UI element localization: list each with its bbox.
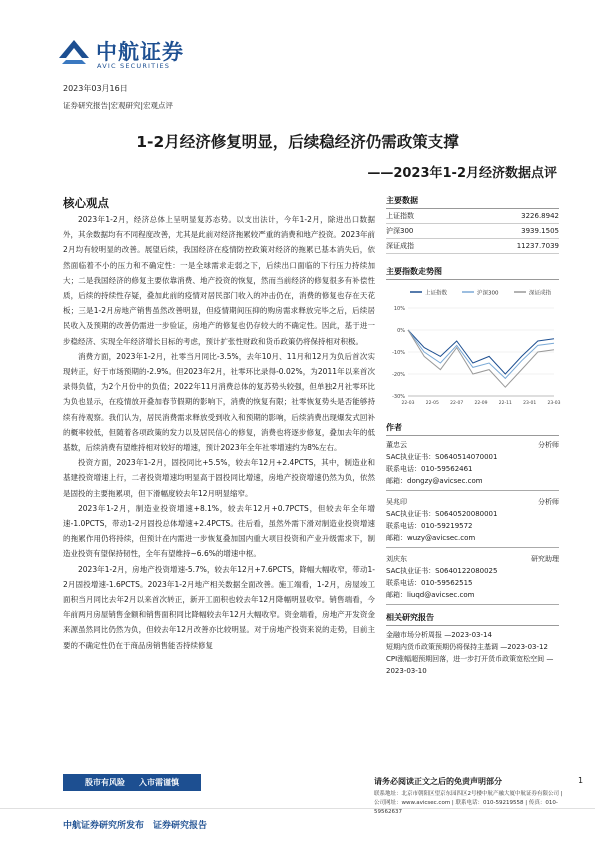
brand-logo bbox=[56, 36, 206, 76]
analyst-email[interactable]: 邮箱：wuzy@avicsec.com bbox=[386, 532, 559, 548]
data-label: 沪深300 bbox=[386, 224, 455, 239]
related-section-title: 相关研究报告 bbox=[386, 610, 559, 626]
analyst-role: 分析师 bbox=[538, 498, 559, 506]
publisher-line: 中航证券研究所发布 证券研究报告 bbox=[63, 821, 208, 831]
related-item[interactable]: 金融市场分析周报 —2023-03-14 bbox=[386, 631, 492, 639]
y-tick-label: -30% bbox=[392, 394, 405, 400]
report-category: 证券研究报告|宏观研究|宏观点评 bbox=[63, 101, 174, 110]
page-subtitle: ——2023年1-2月经济数据点评 bbox=[367, 166, 557, 181]
analyst-list bbox=[386, 439, 559, 605]
series-line bbox=[408, 330, 554, 378]
report-date: 2023年03月16日 bbox=[63, 84, 128, 93]
body-paragraph: 消费方面，2023年1-2月，社零当月同比-3.5%，去年10月、11月和12月为负后首次实现转正，好于市场预期的-2.9%。但2023年2月，社零环比录得-0.02%，为2011年以来首次录得负值，为2个月份中的负值；2022年11月消费总体的复苏势头较强，但单独2月社零环比为负也显示，在疫情放开叠加春节假期的影响下，消费的恢复有限；社零恢复势头是否能够持续有待观察。我们认为，居民消费需求释放受到收入和预期的影响，后续消费出现爆发式回补的概率较低，但随着各项政策的发力以及居民信心的修复，消费也将逐步修复，叠加去年的低基数，后续消费有望维持相对较好的增速，预计2023年全年社零增速约为8%左右。 bbox=[63, 351, 375, 453]
data-label: 上证指数 bbox=[386, 209, 455, 224]
body-paragraph: 2023年1-2月，房地产投资增速-5.7%，较去年12月+7.6PCTS，降幅大幅收窄，带动1-2月固投增速-1.6PCTS。2023年1-2月地产相关数据全面改善。施工端看，1-2月，房屋竣工面积当月同比去年2月以来首次转正，新开工面积也较去年12月降幅明显收窄。销售端看，今年前两月房屋销售金额和销售面积同比降幅较去年12月大幅收窄。资金端看，房地产开发资金来源虽然同比仍然为负，但较去年12月改善亦比较明显。对于房地产投资来说的走势，目前主要的不确定性仍在于商品房销售能否持续修复 bbox=[63, 564, 375, 650]
y-tick-label: 0% bbox=[397, 328, 405, 334]
analyst-cert: SAC执业证书：S0640520080001 bbox=[386, 510, 498, 518]
x-tick-label: 22-07 bbox=[450, 401, 464, 406]
table-row bbox=[386, 224, 559, 239]
risk-text: 股市有风险 bbox=[85, 778, 125, 787]
y-tick-label: 10% bbox=[393, 306, 405, 312]
disclaimer-note: 请务必阅读正文之后的免责声明部分 bbox=[374, 777, 502, 786]
index-line-chart bbox=[386, 284, 559, 414]
analyst-phone: 联系电话：010-59562515 bbox=[386, 579, 473, 587]
invest-text: 入市需谨慎 bbox=[139, 778, 179, 787]
related-item[interactable]: 短期内货币政策预期仍将保持主基调 —2023-03-12 bbox=[386, 643, 548, 651]
page-number: 1 bbox=[578, 776, 584, 785]
logo-name-en: AVIC SECURITIES bbox=[97, 62, 171, 70]
data-section-title: 主要数据 bbox=[386, 193, 559, 209]
sidebar bbox=[386, 193, 559, 677]
chart-section-title: 主要指数走势图 bbox=[386, 264, 559, 280]
related-list bbox=[386, 629, 559, 677]
y-tick-label: -20% bbox=[392, 372, 405, 378]
data-value: 3939.1505 bbox=[455, 224, 559, 239]
analyst-cert: SAC执业证书：S0640514070001 bbox=[386, 453, 498, 461]
data-label: 深证成指 bbox=[386, 239, 455, 254]
analyst-section-title: 作者 bbox=[386, 420, 559, 436]
x-tick-label: 23-03 bbox=[547, 401, 561, 406]
analyst-email[interactable]: 邮箱：liuqd@avicsec.com bbox=[386, 589, 559, 605]
y-tick-label: -10% bbox=[392, 350, 405, 356]
page-title: 1-2月经济修复明显，后续稳经济仍需政策支撑 bbox=[136, 133, 459, 151]
analyst-role: 分析师 bbox=[538, 441, 559, 449]
x-tick-label: 23-01 bbox=[523, 401, 537, 406]
series-line bbox=[408, 330, 554, 387]
logo-name-cn: 中航证券 bbox=[96, 40, 184, 64]
analyst-entry bbox=[386, 439, 559, 491]
related-item[interactable]: CPI涨幅超预期回落，进一步打开货币政策宽松空间 —2023-03-10 bbox=[386, 655, 554, 675]
risk-banner bbox=[63, 774, 201, 791]
analyst-email[interactable]: 邮箱：dongzy@avicsec.com bbox=[386, 475, 559, 491]
data-value: 3226.8942 bbox=[455, 209, 559, 224]
x-tick-label: 22-05 bbox=[425, 401, 439, 406]
body-paragraph: 投资方面，2023年1-2月，固投同比+5.5%，较去年12月+2.4PCTS，其中，制造业和基建投资增速上行，二者投资增速均明显高于固投同比增速，房地产投资增速仍然为负，依然是固投的主要拖累项，但下滑幅度较去年12月明显缩窄。 bbox=[63, 458, 375, 498]
analyst-entry bbox=[386, 496, 559, 548]
analyst-phone: 联系电话：010-59219572 bbox=[386, 522, 473, 530]
logo-mark-icon bbox=[56, 36, 92, 70]
analyst-phone: 联系电话：010-59562461 bbox=[386, 465, 473, 473]
main-body bbox=[63, 212, 375, 653]
x-tick-label: 22-09 bbox=[474, 401, 488, 406]
legend-label: 沪深300 bbox=[477, 290, 499, 297]
contact-info: 联系地址：北京市朝阳区望京东园四区2号楼中航产融大厦中航证券有限公司 | 公司网址：www.avicsec.com | 联系电话：010-59219558 | 传真：010-59562637 bbox=[374, 791, 563, 815]
analyst-entry bbox=[386, 553, 559, 605]
footer-divider bbox=[0, 808, 595, 809]
x-tick-label: 22-11 bbox=[498, 401, 512, 406]
analyst-role: 研究助理 bbox=[531, 555, 559, 563]
x-tick-label: 22-03 bbox=[401, 401, 415, 406]
analyst-name: 董忠云 bbox=[386, 441, 407, 449]
data-table bbox=[386, 209, 559, 254]
index-chart bbox=[386, 284, 559, 414]
analyst-name: 吴兆印 bbox=[386, 498, 407, 506]
table-row bbox=[386, 239, 559, 254]
legend-label: 深证成指 bbox=[529, 290, 552, 297]
body-paragraph: 2023年1-2月，经济总体上呈明显复苏态势。以支出法计，今年1-2月，除进出口数据外，其余数据均有不同程度改善，尤其是此前对经济拖累较严重的消费和地产投资。2023年前2月均有较明显的改善。展望后续，我国经济在疫情防控政策对经济的拖累已基本消失后，依然面临着不小的压力和不确定性：一是全球需求走弱之下，后续出口面临的下行压力持续加大；二是我国经济的修复主要依靠消费、地产投资的恢复，然而当前经济的修复很多有补偿性质，后续的持续性存疑，叠加此前的疫情对居民部门收入的冲击仍在，消费的修复也存在天花板；三是1-2月房地产销售虽然改善明显，但疫情期间压抑的购房需求释放完毕之后，后续居民收入及预期的改善仍需进一步验证，房地产的修复也仍存较大的不确定性。因此，基于进一步稳经济、实现全年经济增长目标的考虑，预计扩张性财政和货币政策仍将保持相对积极。 bbox=[63, 215, 375, 346]
legend-label: 上证指数 bbox=[425, 290, 448, 297]
section-heading: 核心观点 bbox=[63, 196, 109, 210]
data-value: 11237.7039 bbox=[455, 239, 559, 254]
analyst-cert: SAC执业证书：S0640122080025 bbox=[386, 567, 498, 575]
table-row bbox=[386, 209, 559, 224]
analyst-name: 刘庆东 bbox=[386, 555, 407, 563]
body-paragraph: 2023年1-2月，制造业投资增速+8.1%，较去年12月+0.7PCTS，但较去年全年增速-1.0PCTS，带动1-2月固投总体增速+2.4PCTS。往后看，虽然外需下滑对制造业投资增速的拖累作用仍将持续，但预计在内需进一步恢复叠加国内重大项目投资和产业升级需求下，制造业投资有望保持韧性，全年有望维持~6.6%的增速中枢。 bbox=[63, 503, 375, 559]
